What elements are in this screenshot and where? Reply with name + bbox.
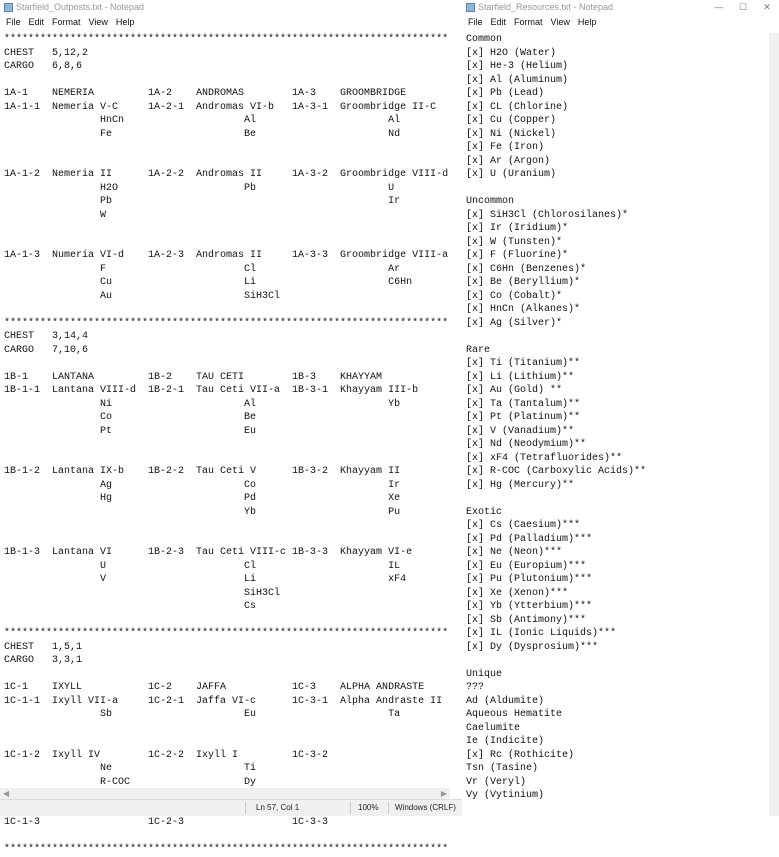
text-line: [x] HnCn (Alkanes)*	[466, 304, 581, 315]
text-line: **************************************************************************	[4, 844, 449, 855]
vertical-scrollbar[interactable]	[769, 33, 779, 816]
text-line: Vr (Veryl)	[466, 776, 527, 788]
text-line: [x] CL (Chlorine)	[466, 101, 569, 113]
text-line: H2O Pb U	[4, 182, 395, 194]
text-line: CARGO 6,8,6	[4, 61, 83, 72]
text-line: **************************************************************************	[4, 628, 449, 639]
text-line: [x] Au (Gold) **	[466, 385, 563, 396]
notepad-app-icon	[466, 3, 475, 12]
text-line	[4, 74, 448, 88]
text-line: Pt Eu	[4, 425, 257, 437]
text-line: [x] Ir (Iridium)*	[466, 223, 569, 234]
notepad-app-icon	[4, 3, 13, 12]
text-line: Pb Ir	[4, 196, 401, 207]
text-line: [x] Hg (Mercury)**	[466, 479, 575, 491]
status-divider	[388, 802, 389, 814]
text-line: [x] C6Hn (Benzenes)*	[466, 263, 587, 275]
text-line: CARGO 3,3,1	[4, 655, 83, 666]
menu-format[interactable]: Format	[514, 17, 543, 27]
text-line: Co Be	[4, 412, 257, 423]
line-ending: Windows (CRLF)	[395, 803, 456, 812]
text-line: [x] F (Fluorine)*	[466, 250, 569, 261]
text-line: [x] Al (Aluminum)	[466, 74, 569, 86]
cursor-position: Ln 57, Col 1	[256, 803, 300, 812]
text-line: Ni Al Yb	[4, 398, 401, 410]
text-line: Ag Co Ir	[4, 479, 401, 491]
text-line: F Cl Ar	[4, 263, 401, 275]
status-bar	[0, 799, 462, 816]
text-line: Vy (Vytinium)	[466, 790, 545, 801]
text-line: [x] Pt (Platinum)**	[466, 412, 581, 423]
text-line: Tsn (Tasine)	[466, 763, 539, 774]
text-line	[4, 438, 448, 452]
scroll-left-arrow-icon[interactable]: ◀	[2, 789, 10, 798]
text-line: [x] Ag (Silver)*	[466, 317, 563, 329]
resources-menu-bar	[462, 14, 779, 30]
text-line: [x] Ta (Tantalum)**	[466, 398, 581, 410]
text-line: **************************************************************************	[4, 34, 449, 45]
text-line: W	[4, 209, 107, 221]
text-line: [x] SiH3Cl (Chlorosilanes)*	[466, 209, 629, 221]
text-line: [x] Yb (Ytterbium)***	[466, 601, 593, 612]
text-line: Yb Pu	[4, 506, 401, 518]
text-line: CHEST 1,5,1	[4, 641, 83, 653]
text-line: 1B-1-3 Lantana VI 1B-2-3 Tau Ceti VIII-c 1B-3-3 Khayyam VI-e	[4, 547, 413, 558]
status-divider	[350, 802, 351, 814]
menu-edit[interactable]: Edit	[490, 17, 507, 27]
text-line	[4, 722, 448, 736]
text-line: 1B-1-2 Lantana IX-b 1B-2-2 Tau Ceti V 1B-3-2 Khayyam II	[4, 466, 401, 477]
text-line	[4, 533, 448, 547]
text-line: Unique	[466, 668, 503, 680]
text-line: [x] Sb (Antimony)***	[466, 614, 587, 626]
text-line: [x] W (Tunsten)*	[466, 236, 563, 248]
outposts-title-bar[interactable]	[0, 0, 462, 14]
resources-notepad-window	[462, 0, 779, 816]
text-line: 1C-1-2 Ixyll IV 1C-2-2 Ixyll I 1C-3-2	[4, 749, 329, 761]
text-line: [x] Cs (Caesium)***	[466, 520, 581, 531]
text-line: **************************************************************************	[4, 317, 449, 329]
text-line: [x] Fe (Iron)	[466, 142, 545, 153]
text-line	[466, 330, 646, 344]
text-line: [x] He-3 (Helium)	[466, 61, 569, 72]
text-line: HnCn Al Al	[4, 115, 401, 126]
text-line: [x] Xe (Xenon)***	[466, 587, 569, 599]
text-line	[4, 222, 448, 236]
status-divider	[245, 802, 246, 814]
text-line: 1A-1-2 Nemeria II 1A-2-2 Andromas II 1A-3-2 Groombridge VIII-d	[4, 169, 449, 180]
text-line: Cu Li C6Hn	[4, 277, 413, 288]
menu-edit[interactable]: Edit	[28, 17, 45, 27]
text-line: Rare	[466, 344, 491, 356]
text-line: 1C-1-3 1C-2-3 1C-3-3	[4, 817, 329, 828]
text-line: Au SiH3Cl	[4, 290, 281, 302]
text-line	[466, 654, 646, 668]
text-line	[4, 357, 448, 371]
menu-help[interactable]: Help	[115, 17, 135, 27]
text-line: [x] Li (Lithium)**	[466, 371, 575, 383]
resources-text-editor[interactable]	[462, 33, 779, 816]
close-icon[interactable]: ✕	[763, 2, 771, 12]
text-line: [x] Pu (Plutonium)***	[466, 574, 593, 585]
zoom-level: 100%	[358, 803, 379, 812]
menu-file[interactable]: File	[6, 17, 21, 27]
text-line: [x] Dy (Dysprosium)***	[466, 641, 599, 653]
text-line: Ie (Indicite)	[466, 736, 545, 747]
text-line: SiH3Cl	[4, 587, 281, 599]
text-line: [x] Eu (Europium)***	[466, 560, 587, 572]
text-line	[4, 519, 448, 533]
text-line	[4, 735, 448, 749]
resources-title-bar[interactable]	[462, 0, 779, 14]
text-line: Common	[466, 34, 503, 45]
text-line: 1A-1-3 Numeria VI-d 1A-2-3 Andromas II 1A-3-3 Groombridge VIII-a	[4, 250, 449, 261]
window-controls	[707, 0, 779, 14]
text-line: [x] Cu (Copper)	[466, 115, 557, 126]
text-line: CARGO 7,10,6	[4, 344, 89, 356]
text-line	[4, 614, 448, 628]
text-line: Uncommon	[466, 196, 515, 207]
text-line: [x] Pd (Palladium)***	[466, 533, 593, 545]
text-line	[466, 492, 646, 506]
text-line: Caelumite	[466, 722, 521, 734]
text-line: [x] Nd (Neodymium)**	[466, 439, 587, 450]
text-line: 1A-1-1 Nemeria V-C 1A-2-1 Andromas VI-b 1A-3-1 Groombridge II-C	[4, 101, 437, 113]
scroll-right-arrow-icon[interactable]: ▶	[440, 789, 448, 798]
text-line: Hg Pd Xe	[4, 493, 401, 504]
text-line: CHEST 5,12,2	[4, 47, 89, 59]
text-line	[4, 830, 448, 844]
text-line: R-COC Dy	[4, 776, 257, 788]
text-line: 1B-1 LANTANA 1B-2 TAU CETI 1B-3 KHAYYAM	[4, 371, 383, 383]
text-line: Cs	[4, 601, 257, 612]
outposts-menu-bar	[0, 14, 462, 30]
text-line: [x] Ti (Titanium)**	[466, 358, 581, 369]
text-line: U Cl IL	[4, 560, 401, 572]
menu-view[interactable]: View	[550, 17, 570, 27]
resources-text-content	[466, 33, 646, 803]
menu-file[interactable]: File	[468, 17, 483, 27]
menu-help[interactable]: Help	[577, 17, 597, 27]
resources-window-title: Starfield_Resources.txt - Notepad	[478, 2, 614, 12]
text-line: ???	[466, 682, 485, 693]
text-line	[4, 236, 448, 250]
text-line: 1B-1-1 Lantana VIII-d 1B-2-1 Tau Ceti VII-a 1B-3-1 Khayyam III-b	[4, 385, 419, 396]
text-line	[4, 303, 448, 317]
text-line: 1C-1 IXYLL 1C-2 JAFFA 1C-3 ALPHA ANDRASTE	[4, 682, 425, 693]
text-line	[4, 155, 448, 169]
text-line	[4, 668, 448, 682]
text-line: [x] Ar (Argon)	[466, 155, 551, 167]
text-line	[4, 452, 448, 466]
text-line: Ne Ti	[4, 763, 257, 774]
text-line: Aqueous Hematite	[466, 709, 563, 720]
text-line: Sb Eu Ta	[4, 709, 401, 720]
menu-view[interactable]: View	[88, 17, 108, 27]
text-line	[4, 141, 448, 155]
outposts-text-content	[4, 33, 448, 857]
text-line: [x] Pb (Lead)	[466, 88, 545, 99]
text-line: [x] V (Vanadium)**	[466, 425, 575, 437]
text-line: Fe Be Nd	[4, 128, 401, 140]
text-line: [x] IL (Ionic Liquids)***	[466, 628, 617, 639]
text-line: Exotic	[466, 506, 503, 518]
outposts-window-title: Starfield_Outposts.txt - Notepad	[16, 2, 145, 12]
maximize-icon[interactable]: ☐	[738, 2, 748, 12]
text-line	[466, 182, 646, 196]
text-line: [x] H2O (Water)	[466, 47, 557, 59]
menu-format[interactable]: Format	[52, 17, 81, 27]
text-line: [x] R-COC (Carboxylic Acids)**	[466, 466, 647, 477]
text-line: [x] U (Uranium)	[466, 169, 557, 180]
text-line: [x] Co (Cobalt)*	[466, 290, 563, 302]
text-line: [x] Ne (Neon)***	[466, 547, 563, 558]
text-line: [x] Be (Beryllium)*	[466, 277, 581, 288]
text-line: CHEST 3,14,4	[4, 331, 89, 342]
text-line: [x] Ni (Nickel)	[466, 128, 557, 140]
text-line: Ad (Aldumite)	[466, 695, 545, 707]
text-line: [x] xF4 (Tetrafluorides)**	[466, 452, 623, 464]
text-line: 1A-1 NEMERIA 1A-2 ANDROMAS 1A-3 GROOMBRIDGE	[4, 88, 407, 99]
text-line: V Li xF4	[4, 574, 407, 585]
text-line: [x] Rc (Rothicite)	[466, 749, 575, 761]
minimize-icon[interactable]: —	[714, 2, 724, 12]
text-line: 1C-1-1 Ixyll VII-a 1C-2-1 Jaffa VI-c 1C-3-1 Alpha Andraste II	[4, 695, 443, 707]
